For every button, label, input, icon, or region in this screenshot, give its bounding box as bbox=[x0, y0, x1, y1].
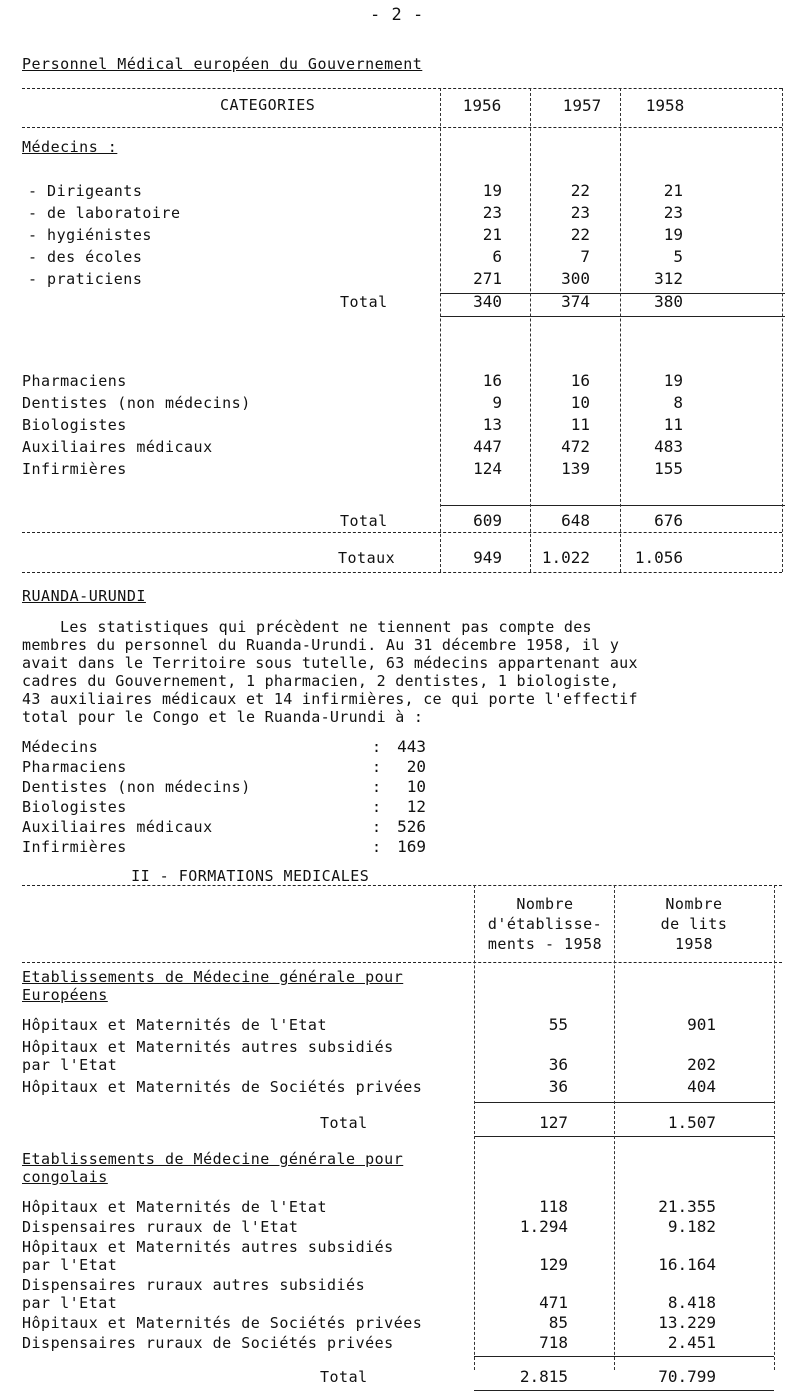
summary-colon: : bbox=[372, 738, 382, 756]
header-beds: de lits bbox=[660, 915, 728, 933]
table-cell: 19 bbox=[663, 371, 683, 390]
table-cell: 447 bbox=[473, 437, 502, 456]
table-cell: 6 bbox=[492, 247, 502, 266]
summary-colon: : bbox=[372, 798, 382, 816]
table-cell: 23 bbox=[663, 203, 683, 222]
total-others-1957: 648 bbox=[561, 511, 590, 530]
table-cell: 300 bbox=[561, 269, 590, 288]
table-cell: 23 bbox=[570, 203, 590, 222]
table-cell: 16 bbox=[570, 371, 590, 390]
total-label: Total bbox=[320, 1114, 368, 1132]
table-cell: 22 bbox=[570, 225, 590, 244]
table-row-label: Biologistes bbox=[22, 416, 127, 434]
summary-colon: : bbox=[372, 778, 382, 796]
table-cell: 22 bbox=[570, 181, 590, 200]
table-row-label: Hôpitaux et Maternités de Sociétés privées bbox=[22, 1078, 423, 1096]
table-row-label: Hôpitaux et Maternités autres subsidiés bbox=[22, 1238, 394, 1256]
header-1958: 1958 bbox=[645, 96, 685, 115]
table-cell: 13.229 bbox=[658, 1313, 716, 1332]
table-row-label: par l'Etat bbox=[22, 1056, 118, 1074]
totaux-1957: 1.022 bbox=[541, 548, 590, 567]
table-cell: 11 bbox=[570, 415, 590, 434]
totaux-label: Totaux bbox=[338, 549, 396, 567]
table-row-label: Hôpitaux et Maternités de Sociétés privées bbox=[22, 1314, 423, 1332]
summary-label: Auxiliaires médicaux bbox=[22, 818, 213, 836]
table-cell: 55 bbox=[548, 1015, 568, 1034]
table-row-label: Dispensaires ruraux de Sociétés privées bbox=[22, 1334, 394, 1352]
table-cell: 718 bbox=[539, 1333, 568, 1352]
table-cell: 13 bbox=[482, 415, 502, 434]
paragraph-line: avait dans le Territoire sous tutelle, 63 médecins appartenant aux bbox=[22, 654, 638, 672]
table-cell: 8 bbox=[673, 393, 683, 412]
table-row-label: Infirmières bbox=[22, 460, 127, 478]
table-row-label: par l'Etat bbox=[22, 1294, 118, 1312]
ruanda-heading: RUANDA-URUNDI bbox=[22, 587, 146, 605]
header-beds: 1958 bbox=[674, 935, 714, 953]
table-cell: 404 bbox=[687, 1077, 716, 1096]
table-cell: 139 bbox=[561, 459, 590, 478]
table-row-label: Dispensaires ruraux autres subsidiés bbox=[22, 1276, 366, 1294]
table-row-label: Auxiliaires médicaux bbox=[22, 438, 213, 456]
paragraph-line: total pour le Congo et le Ruanda-Urundi à : bbox=[22, 708, 424, 726]
summary-colon: : bbox=[372, 818, 382, 836]
table-row-label: - hygiénistes bbox=[28, 226, 152, 244]
paragraph-line: cadres du Gouvernement, 1 pharmacien, 2 dentistes, 1 biologiste, bbox=[22, 672, 620, 690]
group-title: Etablissements de Médecine générale pour bbox=[22, 1150, 404, 1168]
total-others-1956: 609 bbox=[473, 511, 502, 530]
table-cell: 7 bbox=[580, 247, 590, 266]
header-establishments: Nombre bbox=[516, 895, 574, 913]
table-cell: 19 bbox=[482, 181, 502, 200]
table-row-label: - praticiens bbox=[28, 270, 143, 288]
table-cell: 16.164 bbox=[658, 1255, 716, 1274]
header-categories: CATEGORIES bbox=[220, 96, 316, 114]
header-establishments: d'établisse- bbox=[487, 915, 603, 933]
totaux-1956: 949 bbox=[473, 548, 502, 567]
table-cell: 11 bbox=[663, 415, 683, 434]
table-row-label: - de laboratoire bbox=[28, 204, 181, 222]
table-row-label: Hôpitaux et Maternités de l'Etat bbox=[22, 1198, 327, 1216]
summary-label: Pharmaciens bbox=[22, 758, 127, 776]
total-medecins-1957: 374 bbox=[561, 292, 590, 311]
header-1957: 1957 bbox=[562, 96, 602, 115]
table-cell: 85 bbox=[548, 1313, 568, 1332]
summary-value: 20 bbox=[406, 757, 426, 776]
total-label: Total bbox=[320, 1368, 368, 1386]
summary-value: 443 bbox=[397, 737, 426, 756]
total-cell: 2.815 bbox=[519, 1367, 568, 1386]
group-title: congolais bbox=[22, 1168, 108, 1186]
table-row-label: Pharmaciens bbox=[22, 372, 127, 390]
section-title bbox=[112, 849, 369, 885]
paragraph-line: membres du personnel du Ruanda-Urundi. Au 31 décembre 1958, il y bbox=[22, 636, 620, 654]
paragraph-line: 43 auxiliaires médicaux et 14 infirmières, ce qui porte l'effectif bbox=[22, 690, 638, 708]
table-row-label: Hôpitaux et Maternités autres subsidiés bbox=[22, 1038, 394, 1056]
table-cell: 21 bbox=[663, 181, 683, 200]
total-medecins-1956: 340 bbox=[473, 292, 502, 311]
table-cell: 1.294 bbox=[519, 1217, 568, 1236]
summary-label: Infirmières bbox=[22, 838, 127, 856]
table-row-label: - Dirigeants bbox=[28, 182, 143, 200]
summary-label: Dentistes (non médecins) bbox=[22, 778, 251, 796]
header-1956: 1956 bbox=[462, 96, 502, 115]
table-row-label: Dentistes (non médecins) bbox=[22, 394, 251, 412]
medecins-label: Médecins : bbox=[22, 138, 118, 156]
summary-value: 169 bbox=[397, 837, 426, 856]
summary-value: 526 bbox=[397, 817, 426, 836]
table-cell: 36 bbox=[548, 1055, 568, 1074]
header-establishments: ments - 1958 bbox=[487, 935, 603, 953]
summary-value: 10 bbox=[406, 777, 426, 796]
table-cell: 21.355 bbox=[658, 1197, 716, 1216]
table-cell: 19 bbox=[663, 225, 683, 244]
group-title: Européens bbox=[22, 986, 108, 1004]
table-row-label: par l'Etat bbox=[22, 1256, 118, 1274]
section-title-text: II - FORMATIONS MEDICALES bbox=[131, 867, 370, 885]
total-cell: 70.799 bbox=[658, 1367, 716, 1386]
table-cell: 8.418 bbox=[667, 1293, 716, 1312]
table-cell: 483 bbox=[654, 437, 683, 456]
totaux-1958: 1.056 bbox=[634, 548, 683, 567]
table-cell: 129 bbox=[539, 1255, 568, 1274]
paragraph-line: Les statistiques qui précèdent ne tiennent pas compte des bbox=[60, 618, 592, 636]
table-row-label: Hôpitaux et Maternités de l'Etat bbox=[22, 1016, 327, 1034]
summary-colon: : bbox=[372, 838, 382, 856]
table-cell: 10 bbox=[570, 393, 590, 412]
summary-label: Médecins bbox=[22, 738, 99, 756]
table-cell: 271 bbox=[473, 269, 502, 288]
table-cell: 9 bbox=[492, 393, 502, 412]
table-cell: 155 bbox=[654, 459, 683, 478]
table-cell: 118 bbox=[539, 1197, 568, 1216]
summary-colon: : bbox=[372, 758, 382, 776]
page-number: - 2 - bbox=[370, 5, 424, 25]
table-cell: 21 bbox=[482, 225, 502, 244]
page-title: Personnel Médical européen du Gouvernement bbox=[22, 55, 423, 73]
table-cell: 124 bbox=[473, 459, 502, 478]
header-beds: Nombre bbox=[665, 895, 723, 913]
table-cell: 202 bbox=[687, 1055, 716, 1074]
group-title: Etablissements de Médecine générale pour bbox=[22, 968, 404, 986]
table-row-label: - des écoles bbox=[28, 248, 143, 266]
table-cell: 471 bbox=[539, 1293, 568, 1312]
total-cell: 127 bbox=[539, 1113, 568, 1132]
summary-label: Biologistes bbox=[22, 798, 127, 816]
total-others-label: Total bbox=[340, 512, 388, 530]
table-cell: 9.182 bbox=[667, 1217, 716, 1236]
total-cell: 1.507 bbox=[667, 1113, 716, 1132]
table-row-label: Dispensaires ruraux de l'Etat bbox=[22, 1218, 299, 1236]
table-cell: 5 bbox=[673, 247, 683, 266]
total-others-1958: 676 bbox=[654, 511, 683, 530]
table-cell: 16 bbox=[482, 371, 502, 390]
table-cell: 472 bbox=[561, 437, 590, 456]
table-cell: 23 bbox=[482, 203, 502, 222]
table-cell: 36 bbox=[548, 1077, 568, 1096]
table-cell: 901 bbox=[687, 1015, 716, 1034]
summary-value: 12 bbox=[406, 797, 426, 816]
total-medecins-label: Total bbox=[340, 293, 388, 311]
table-cell: 2.451 bbox=[667, 1333, 716, 1352]
total-medecins-1958: 380 bbox=[654, 292, 683, 311]
table-cell: 312 bbox=[654, 269, 683, 288]
